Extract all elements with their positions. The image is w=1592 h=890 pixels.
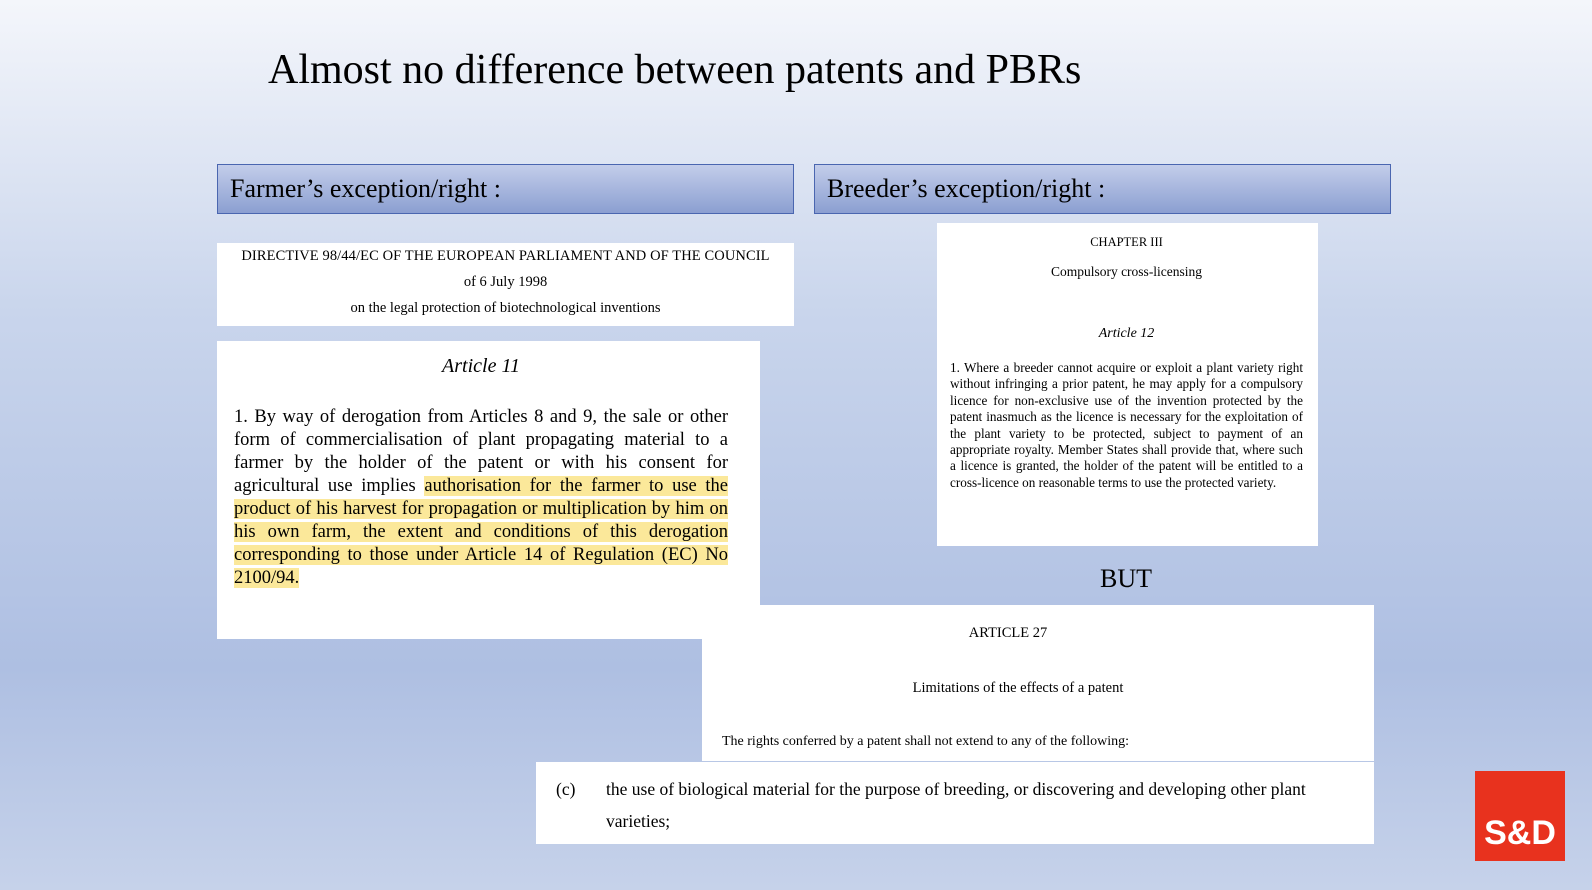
breeder-exception-header: Breeder’s exception/right : <box>814 164 1391 214</box>
directive-date: of 6 July 1998 <box>463 274 548 290</box>
directive-title: DIRECTIVE 98/44/EC OF THE EUROPEAN PARLIAMENT AND OF THE COUNCIL <box>241 248 770 264</box>
slide-title: Almost no difference between patents and PBRs <box>268 47 1082 93</box>
directive-subject: on the legal protection of biotechnological inventions <box>350 300 661 316</box>
article-27-heading: ARTICLE 27 <box>968 625 1048 641</box>
article-11-text-plain: 1. By way of derogation from Articles 8 and 9, the sale or other form of commercialisation of plant propagating material to a farmer by the holder of the patent or with his consent for agricultural use implies <box>234 407 728 496</box>
sd-logo: S&D <box>1475 771 1565 861</box>
clause-text: the use of biological material for the purpose of breeding, or discovering and developing other plant varieties; <box>606 779 1306 831</box>
article-27-excerpt <box>702 605 1374 761</box>
clause-letter: (c) <box>556 779 576 799</box>
article-11-heading: Article 11 <box>442 355 520 377</box>
article-12-heading: Article 12 <box>1098 326 1155 341</box>
farmer-exception-header: Farmer’s exception/right : <box>217 164 794 214</box>
article-27-intro: The rights conferred by a patent shall not extend to any of the following: <box>722 734 1130 749</box>
article-11-text-highlight: authorisation for the farmer to use the product of his harvest for propagation or multiplication by him on his own farm, the extent and conditions of this derogation corresponding to those under Article 14 of Regulation (EC) No 2100/94. <box>234 476 728 588</box>
chapter-title: Compulsory cross-licensing <box>1050 264 1203 279</box>
article-11-excerpt <box>217 341 760 639</box>
article-12-excerpt <box>937 223 1318 546</box>
but-label: BUT <box>1100 564 1152 593</box>
article-12-text: 1. Where a breeder cannot acquire or exploit a plant variety right without infringing a prior patent, he may apply for a compulsory licence for non-exclusive use of the invention protected by the patent inasmuch as the licence is necessary for the exploitation of the plant variety to be protected, subject to payment of an appropriate royalty. Member States shall provide that, where such a licence is granted, the holder of the patent will be entitled to a cross-licence on reasonable terms to use the protected variety. <box>950 360 1303 490</box>
directive-excerpt <box>217 243 794 326</box>
chapter-label: CHAPTER III <box>1090 235 1163 249</box>
article-27-subheading: Limitations of the effects of a patent <box>912 680 1124 696</box>
article-11-text <box>234 406 728 590</box>
article-27-clause-c <box>536 762 1374 844</box>
